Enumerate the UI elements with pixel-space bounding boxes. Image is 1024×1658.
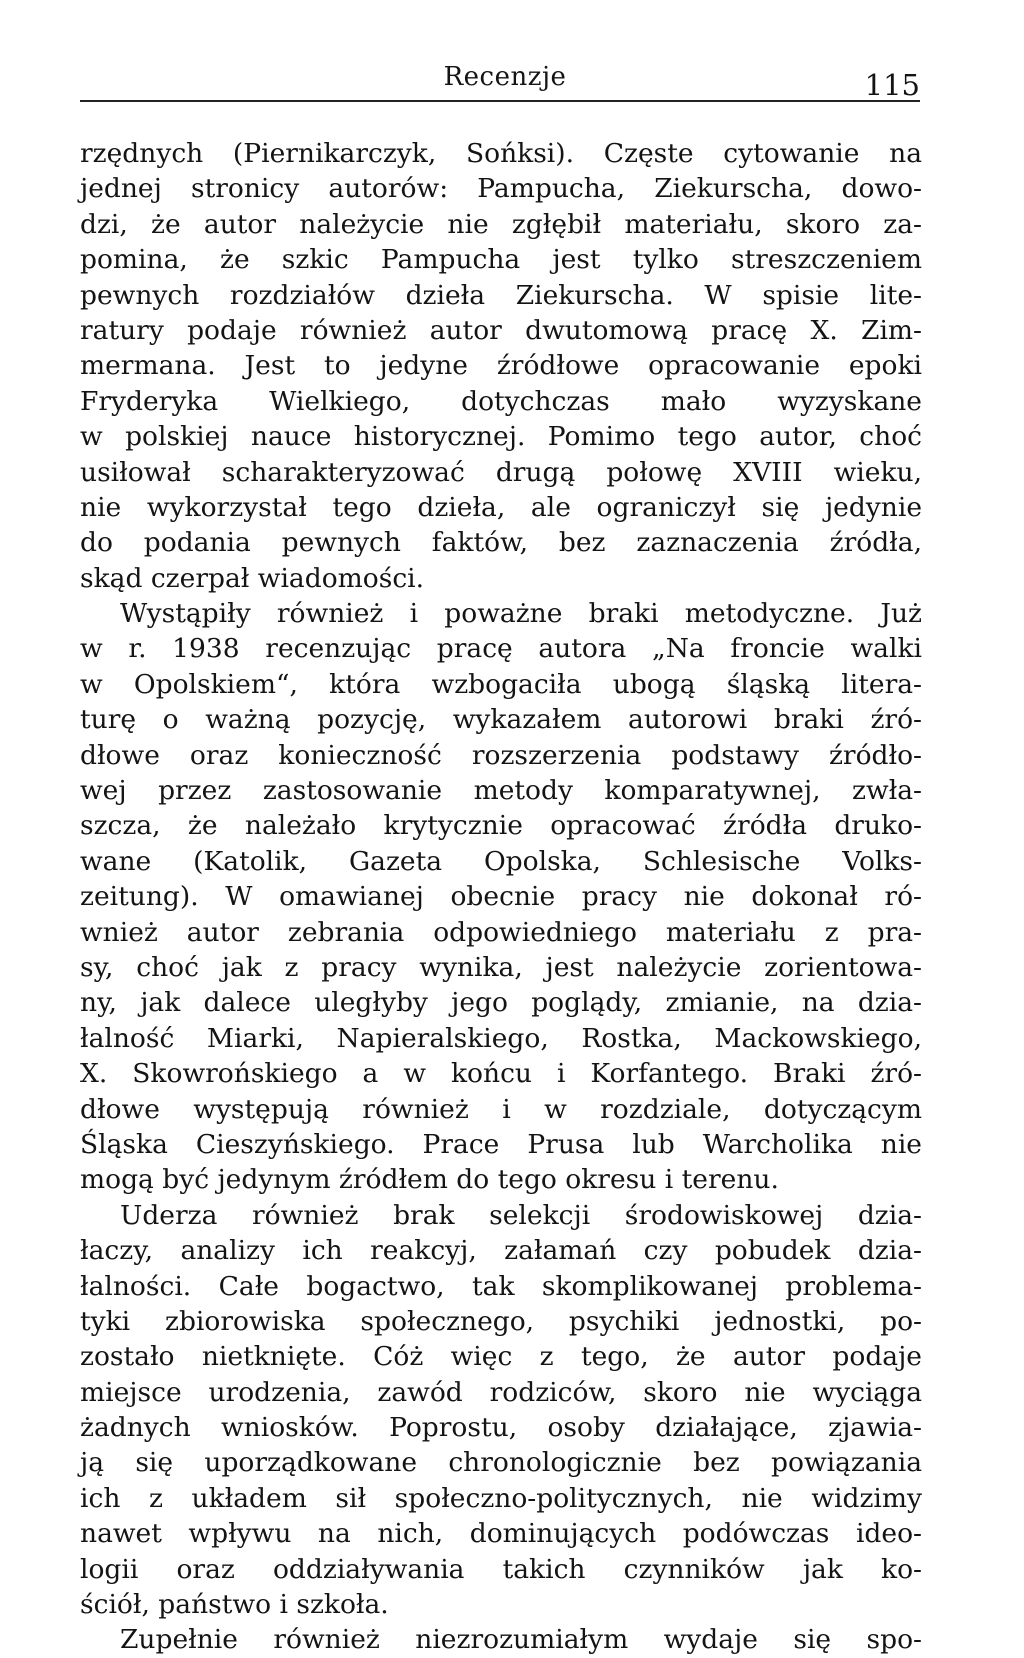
text-line: wane (Katolik, Gazeta Opolska, Schlesische Volks- (80, 845, 922, 877)
text-line: logii oraz oddziaływania takich czynników jak ko- (80, 1553, 922, 1585)
text-line: zeitung). W omawianej obecnie pracy nie dokonał ró- (80, 881, 922, 913)
text-line: miejsce urodzenia, zawód rodziców, skoro nie wyciąga (80, 1376, 922, 1408)
text-line: ich z układem sił społeczno-politycznych, nie widzimy (80, 1482, 922, 1514)
text-line: skąd czerpał wiadomości. (80, 562, 425, 594)
text-line: mermana. Jest to jedyne źródłowe opracowanie epoki (80, 350, 922, 382)
text-line: wej przez zastosowanie metody komparatywnej, zwła- (80, 775, 922, 807)
text-line: pewnych rozdziałów dzieła Ziekurscha. W spisie lite- (80, 279, 922, 311)
text-line: ją się uporządkowane chronologicznie bez powiązania (80, 1447, 922, 1479)
paragraph-first-line: Wystąpiły również i poważne braki metodyczne. Już (120, 598, 922, 630)
paragraph-first-line: Zupełnie również niezrozumiałym wydaje się spo- (120, 1624, 922, 1656)
text-line: dłowe oraz konieczność rozszerzenia podstawy źródło- (80, 739, 922, 771)
text-line: mogą być jedynym źródłem do tego okresu i terenu. (80, 1164, 779, 1196)
text-line: w r. 1938 recenzując pracę autora „Na froncie walki (80, 633, 922, 665)
text-line: ratury podaje również autor dwutomową pracę X. Zim- (80, 314, 922, 346)
page-number: 115 (864, 68, 920, 102)
text-line: pomina, że szkic Pampucha jest tylko streszczeniem (80, 244, 922, 276)
text-line: rzędnych (Piernikarczyk, Sońksi). Częste cytowanie na (80, 138, 922, 169)
text-line: łaczy, analizy ich reakcyj, załamań czy pobudek dzia- (80, 1235, 922, 1267)
text-line: X. Skowrońskiego a w końcu i Korfantego. Braki źró- (80, 1058, 922, 1090)
text-line: dzi, że autor należycie nie zgłębił materiału, skoro za- (80, 208, 922, 240)
text-line: dłowe występują również i w rozdziale, dotyczącym (80, 1093, 922, 1125)
text-line: do podania pewnych faktów, bez zaznaczenia źródła, (80, 527, 922, 559)
text-line: ściół, państwo i szkoła. (80, 1589, 389, 1621)
text-line: tyki zbiorowiska społecznego, psychiki jednostki, po- (80, 1305, 922, 1337)
paragraph-first-line: Uderza również brak selekcji środowiskowej dzia- (120, 1199, 922, 1231)
text-line: w Opolskiem“, która wzbogaciła ubogą śląską litera- (80, 668, 922, 700)
text-line: turę o ważną pozycję, wykazałem autorowi braki źró- (80, 704, 922, 736)
text-line: łalności. Całe bogactwo, tak skomplikowanej problema- (80, 1270, 922, 1302)
text-line: jednej stronicy autorów: Pampucha, Ziekurscha, dowo- (80, 173, 922, 205)
text-line: szcza, że należało krytycznie opracować źródła druko- (80, 810, 922, 842)
text-line: zostało nietknięte. Cóż więc z tego, że autor podaje (80, 1341, 922, 1373)
text-line: ny, jak dalece uległyby jego poglądy, zmianie, na dzia- (80, 987, 922, 1019)
text-line: nawet wpływu na nich, dominujących podówczas ideo- (80, 1518, 922, 1550)
text-line: sy, choć jak z pracy wynika, jest należycie zorientowa- (80, 951, 922, 983)
text-line: Fryderyka Wielkiego, dotychczas mało wyzyskane (80, 385, 922, 417)
running-header (80, 62, 920, 102)
text-line: wnież autor zebrania odpowiedniego materiału z pra- (80, 916, 922, 948)
text-line: Śląska Cieszyńskiego. Prace Prusa lub Warcholika nie (80, 1128, 922, 1160)
running-title: Recenzje (443, 62, 567, 92)
text-line: żadnych wniosków. Poprostu, osoby działające, zjawia- (80, 1412, 922, 1444)
text-line: usiłował scharakteryzować drugą połowę XVIII wieku, (80, 456, 922, 488)
text-line: nie wykorzystał tego dzieła, ale ograniczył się jedynie (80, 491, 922, 523)
review-body-text (80, 136, 922, 1658)
text-line: łalność Miarki, Napieralskiego, Rostka, Mackowskiego, (80, 1022, 922, 1054)
text-line: w polskiej nauce historycznej. Pomimo tego autor, choć (80, 421, 922, 453)
header-rule (80, 100, 920, 102)
